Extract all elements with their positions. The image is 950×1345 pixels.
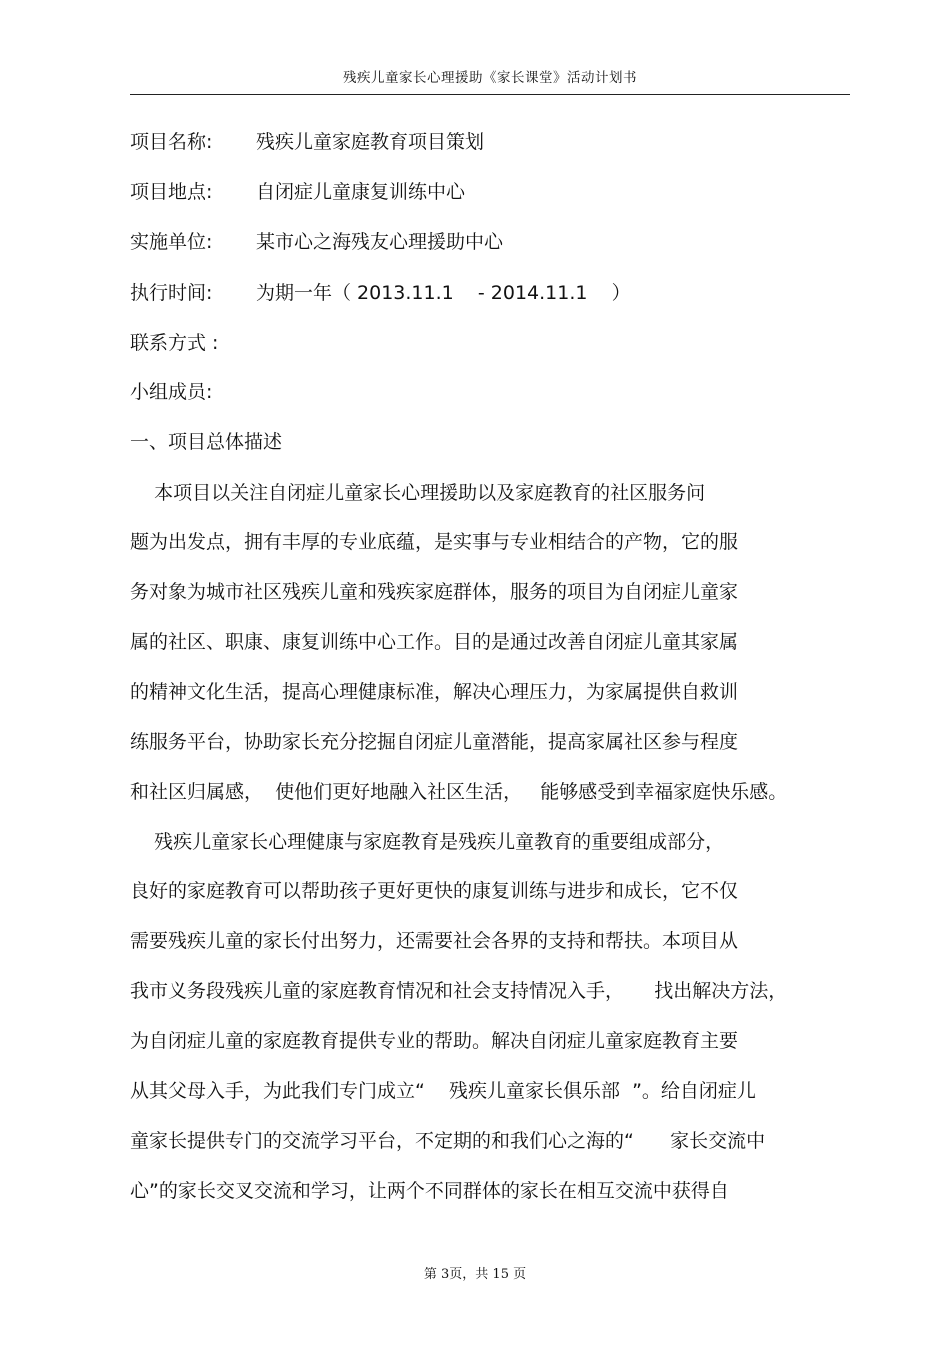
paragraph-line: 从其父母入手，为此我们专门成立“ 残疾儿童家长俱乐部 ”。给自闭症儿 xyxy=(130,1080,756,1102)
section-heading: 一、项目总体描述 xyxy=(130,431,283,453)
page-header-title: 残疾儿童家长心理援助《家长课堂》活动计划书 xyxy=(343,70,637,86)
info-label: 联系方式 : xyxy=(130,332,219,354)
info-label: 小组成员: xyxy=(130,381,213,403)
info-value: 某市心之海残友心理援助中心 xyxy=(256,231,504,253)
page-number: 第 3页，共 15 页 xyxy=(423,1267,527,1282)
info-row-schedule xyxy=(130,281,631,305)
paragraph-line: 属的社区、职康、康复训练中心工作。目的是通过改善自闭症儿童其家属 xyxy=(130,631,739,653)
paragraph-line: 残疾儿童家长心理健康与家庭教育是残疾儿童教育的重要组成部分， xyxy=(130,831,725,853)
paragraph-line: 良好的家庭教育可以帮助孩子更好更快的康复训练与进步和成长，它不仅 xyxy=(130,880,739,902)
info-row-contact xyxy=(130,331,218,355)
paragraph-line: 和社区归属感， 使他们更好地融入社区生活， 能够感受到幸福家庭快乐感。 xyxy=(130,781,788,803)
paragraph-line: 题为出发点，拥有丰厚的专业底蕴，是实事与专业相结合的产物，它的服 xyxy=(130,531,739,553)
paragraph-line: 需要残疾儿童的家长付出努力，还需要社会各界的支持和帮扶。本项目从 xyxy=(130,930,739,952)
header-divider xyxy=(130,94,850,95)
info-value: 自闭症儿童康复训练中心 xyxy=(256,181,466,203)
info-row-location xyxy=(130,180,465,204)
info-row-members xyxy=(130,380,212,404)
paragraph-line: 练服务平台，协助家长充分挖掘自闭症儿童潜能，提高家属社区参与程度 xyxy=(130,731,739,753)
info-row-project-name xyxy=(130,130,484,154)
paragraph-line: 童家长提供专门的交流学习平台，不定期的和我们心之海的“ 家长交流中 xyxy=(130,1130,766,1152)
info-value: 残疾儿童家庭教育项目策划 xyxy=(256,131,485,153)
paragraph-line: 为自闭症儿童的家庭教育提供专业的帮助。解决自闭症儿童家庭教育主要 xyxy=(130,1030,739,1052)
paragraph-line: 务对象为城市社区残疾儿童和残疾家庭群体，服务的项目为自闭症儿童家 xyxy=(130,581,739,603)
paragraph-line: 我市义务段残疾儿童的家庭教育情况和社会支持情况入手， 找出解决方法， xyxy=(130,980,788,1002)
info-row-organization xyxy=(130,230,503,254)
paragraph-line: 的精神文化生活，提高心理健康标准，解决心理压力，为家属提供自救训 xyxy=(130,681,739,703)
info-label: 项目地点: xyxy=(130,181,213,203)
info-value: 为期一年（ 2013.11.1 - 2014.11.1 ） xyxy=(256,282,631,304)
info-label: 执行时间: xyxy=(130,282,213,304)
paragraph-line: 心”的家长交叉交流和学习，让两个不同群体的家长在相互交流中获得自 xyxy=(130,1180,729,1202)
paragraph-line: 本项目以关注自闭症儿童家长心理援助以及家庭教育的社区服务问 xyxy=(130,482,706,504)
info-label: 实施单位: xyxy=(130,231,213,253)
info-label: 项目名称: xyxy=(130,131,213,153)
